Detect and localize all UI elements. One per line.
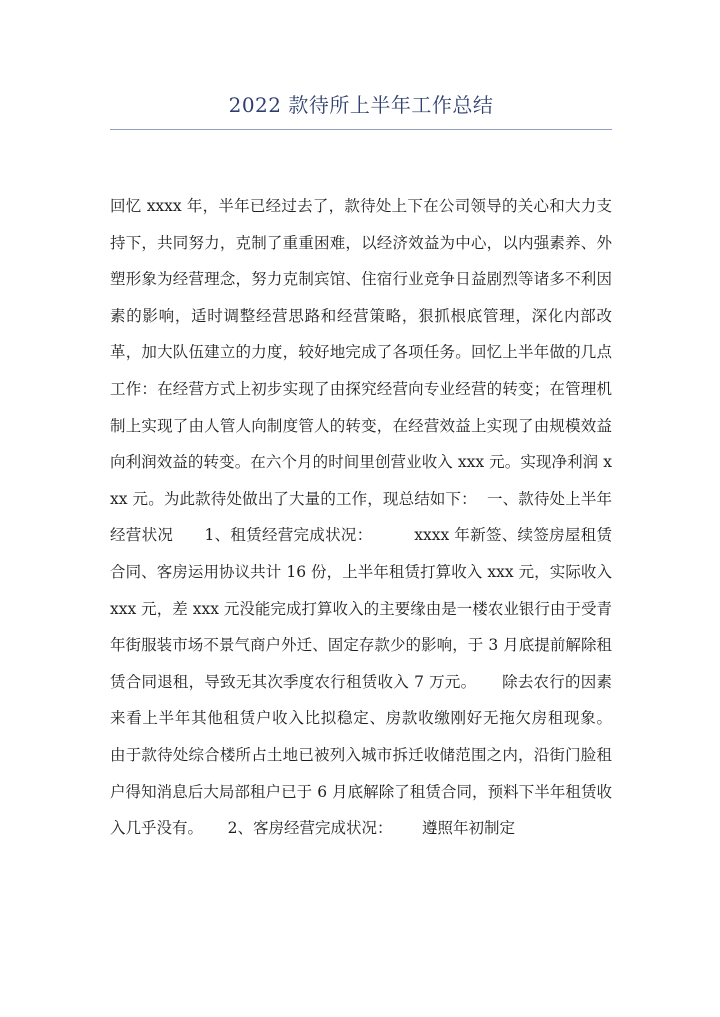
document-body: 回忆 xxxx 年，半年已经过去了，款待处上下在公司领导的关心和大力支持下，共同努力，克制了重重困难，以经济效益为中心，以内强素养、外塑形象为经营理念，努力克制宾馆、住宿行业竞争日益剧烈等诸多不利因素的影响，适时调整经营思路和经营策略，狠抓根底管理，深化内部改革，加大队伍建立的力度，较好地完成了各项任务。回忆上半年做的几点工作：在经营方式上初步实现了由探究经营向专业经营的转变；在管理机制上实现了由人管人向制度管人的转变，在经营效益上实现了由规模效益向利润效益的转变。在六个月的时间里创营业收入 xxx 元。实现净利润 xxx 元。为此款待处做出了大量的工作，现总结如下： 一、款待处上半年经营状况 1、租赁经营完成状况： xxxx 年新签、续签房屋租赁合同、客房运用协议共计 16 份，上半年租赁打算收入 xxx 元，实际收入 xxx 元，差 xxx 元没能完成打算收入的主要缘由是一楼农业银行由于受青年街服装市场不景气商户外迁、固定存款少的影响，于 3 月底提前解除租赁合同退租，导致无其次季度农行租赁收入 7 万元。 除去农行的因素来看上半年其他租赁户收入比拟稳定、房款收缴刚好无拖欠房租现象。 由于款待处综合楼所占土地已被列入城市拆迁收储范围之内，沿街门脸租户得知消息后大局部租户已于 6 月底解除了租赁合同，预料下半年租赁收入几乎没有。 2、客房经营完成状况： 遵照年初制定 (110, 197, 642, 838)
title-divider (110, 129, 612, 130)
document-title: 2022 款待所上半年工作总结 (228, 93, 494, 117)
